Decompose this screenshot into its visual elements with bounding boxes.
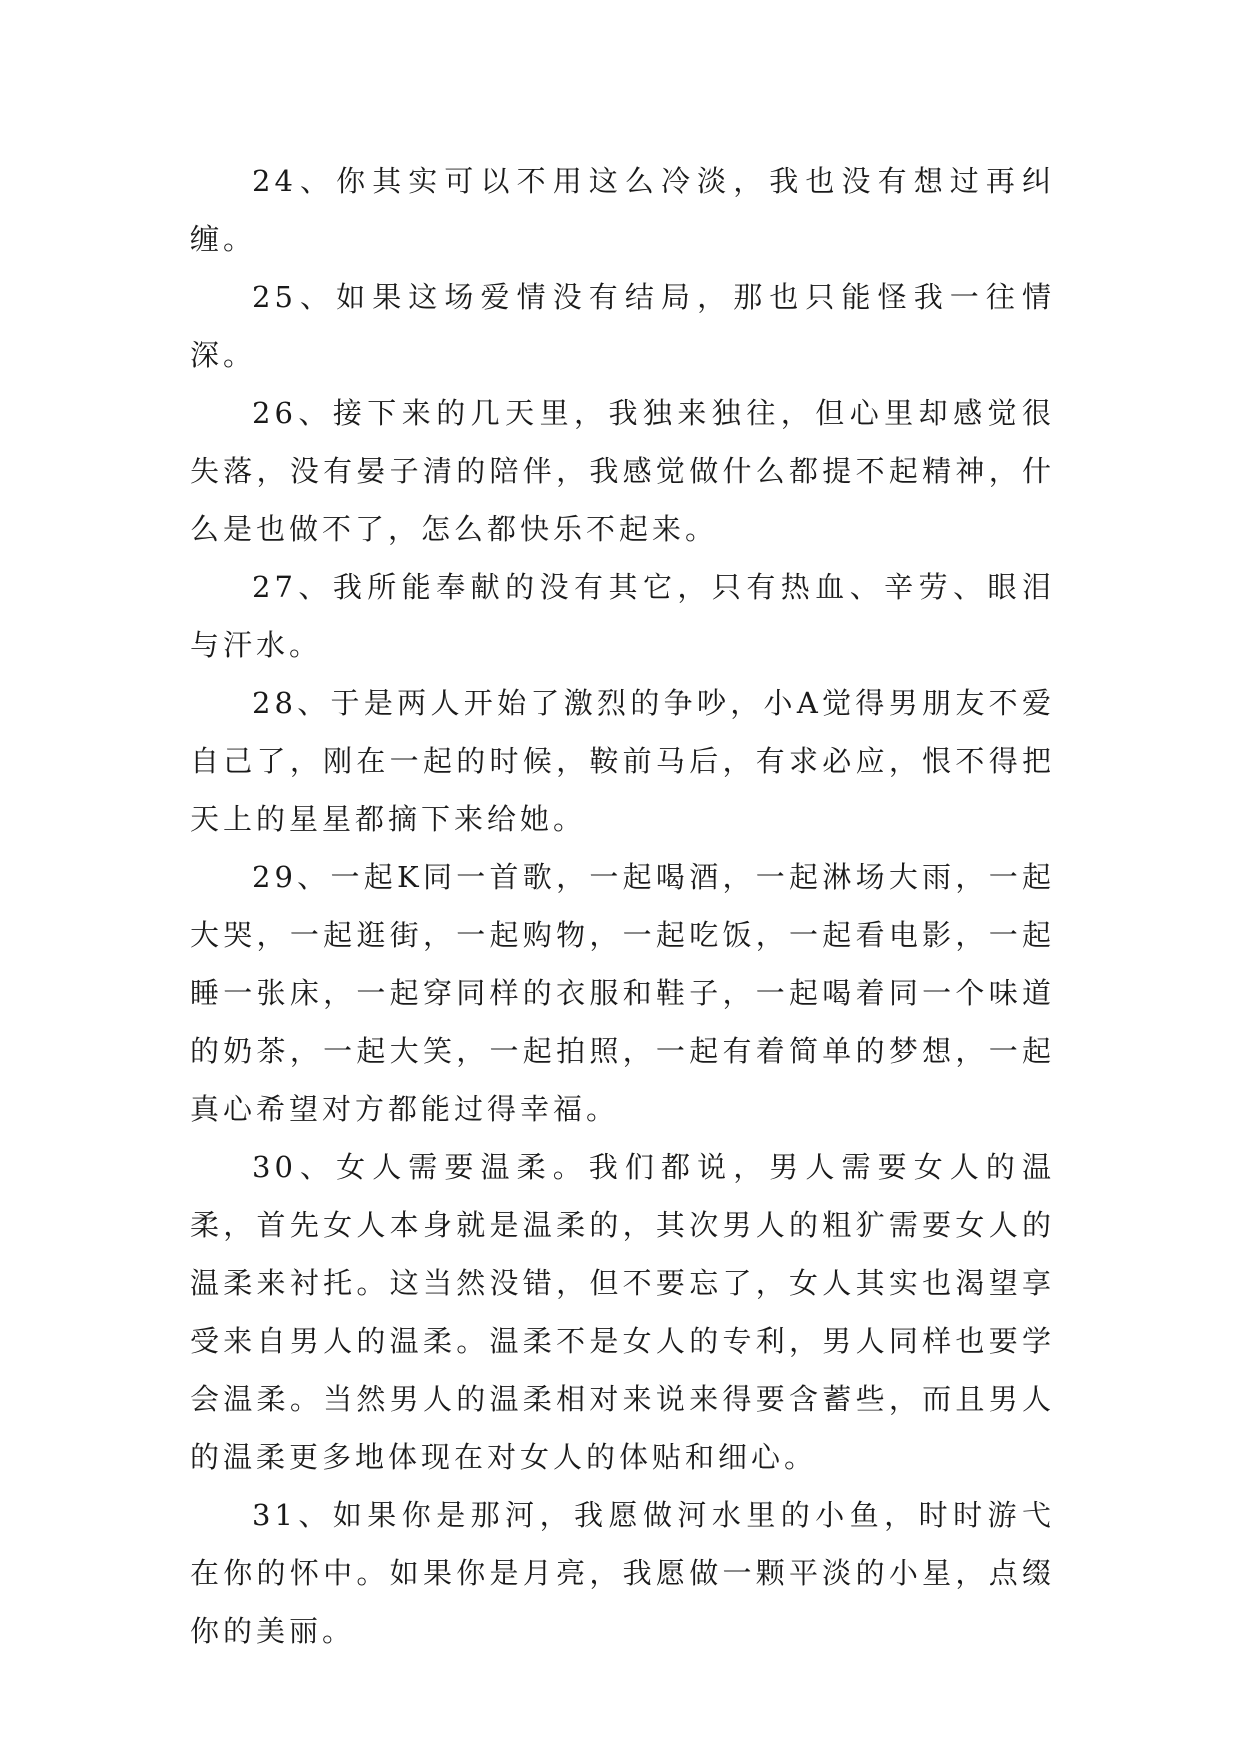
paragraph-31: 31、如果你是那河，我愿做河水里的小鱼，时时游弋在你的怀中。如果你是月亮，我愿做一颗平淡的小星，点缀你的美丽。 — [190, 1498, 1055, 1648]
paragraph-29: 29、一起K同一首歌，一起喝酒，一起淋场大雨，一起大哭，一起逛街，一起购物，一起吃饭，一起看电影，一起睡一张床，一起穿同样的衣服和鞋子，一起喝着同一个味道的奶茶，一起大笑，一起拍照，一起有着简单的梦想，一起真心希望对方都能过得幸福。 — [190, 860, 1055, 1126]
paragraph-26: 26、接下来的几天里，我独来独往，但心里却感觉很失落，没有晏子清的陪伴，我感觉做什么都提不起精神，什么是也做不了，怎么都快乐不起来。 — [190, 396, 1055, 546]
paragraph-27: 27、我所能奉献的没有其它，只有热血、辛劳、眼泪与汗水。 — [190, 570, 1055, 662]
paragraph-25: 25、如果这场爱情没有结局，那也只能怪我一往情深。 — [190, 280, 1055, 372]
paragraph-28: 28、于是两人开始了激烈的争吵，小A觉得男朋友不爱自己了，刚在一起的时候，鞍前马后，有求必应，恨不得把天上的星星都摘下来给她。 — [190, 686, 1055, 836]
paragraph-30: 30、女人需要温柔。我们都说，男人需要女人的温柔，首先女人本身就是温柔的，其次男人的粗犷需要女人的温柔来衬托。这当然没错，但不要忘了，女人其实也渴望享受来自男人的温柔。温柔不是女人的专利，男人同样也要学会温柔。当然男人的温柔相对来说来得要含蓄些，而且男人的温柔更多地体现在对女人的体贴和细心。 — [190, 1150, 1055, 1474]
paragraph-24: 24、你其实可以不用这么冷淡，我也没有想过再纠缠。 — [190, 164, 1055, 256]
document-body — [190, 152, 1055, 1660]
